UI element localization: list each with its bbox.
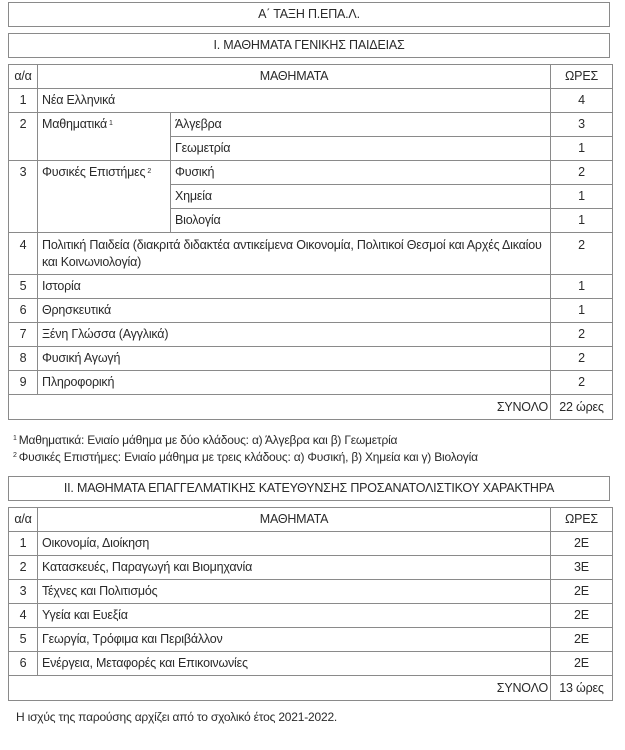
row-num: 6 [9, 652, 38, 676]
row-hours: 2 [551, 161, 613, 185]
row-num: 1 [9, 532, 38, 556]
row-num: 2 [9, 113, 38, 161]
table-row [9, 580, 613, 604]
row-num: 1 [9, 89, 38, 113]
row-hours: 3 [551, 113, 613, 137]
row-subject: Θρησκευτικά [38, 299, 551, 323]
row-num: 5 [9, 628, 38, 652]
row-hours: 2 [551, 347, 613, 371]
section1-heading: Ι. ΜΑΘΗΜΑΤΑ ΓΕΝΙΚΗΣ ΠΑΙΔΕΙΑΣ [8, 33, 610, 58]
col-header-subject: ΜΑΘΗΜΑΤΑ [38, 65, 551, 89]
footnote-marker: 2 [147, 168, 152, 175]
row-subject: Οικονομία, Διοίκηση [38, 532, 551, 556]
col-header-hours: ΩΡΕΣ [551, 508, 613, 532]
footnote-text: Φυσικές Επιστήμες: Ενιαίο μάθημα με τρεις κλάδους: α) Φυσική, β) Χημεία και γ) Βιολογία [18, 450, 478, 464]
branch-name: Φυσική [171, 161, 551, 185]
total-row [9, 395, 613, 420]
footnote-text: Μαθηματικά: Ενιαίο μάθημα με δύο κλάδους: α) Άλγεβρα και β) Γεωμετρία [18, 433, 398, 447]
col-header-num: α/α [9, 65, 38, 89]
row-subject: Ενέργεια, Μεταφορές και Επικοινωνίες [38, 652, 551, 676]
table-header [9, 508, 613, 532]
row-subject: Φυσική Αγωγή [38, 347, 551, 371]
table-row [9, 628, 613, 652]
col-header-subject: ΜΑΘΗΜΑΤΑ [38, 508, 551, 532]
table-row [9, 652, 613, 676]
table-row [9, 323, 613, 347]
footnote-marker: 1 [109, 120, 113, 127]
row-subject [38, 161, 171, 233]
row-hours: 1 [551, 185, 613, 209]
row-hours: 1 [551, 299, 613, 323]
row-hours: 2Ε [551, 628, 613, 652]
subject-label: Φυσικές Επιστήμες [42, 165, 146, 179]
total-row [9, 676, 613, 701]
subject-label: Μαθηματικά [42, 117, 108, 131]
table-row [9, 299, 613, 323]
general-education-table [8, 64, 613, 420]
row-hours: 2Ε [551, 604, 613, 628]
row-subject: Νέα Ελληνικά [38, 89, 551, 113]
row-hours: 2 [551, 323, 613, 347]
table-row [9, 275, 613, 299]
row-subject: Πληροφορική [38, 371, 551, 395]
row-num: 2 [9, 556, 38, 580]
table-row [9, 233, 613, 275]
footnote-mark: 2 [13, 452, 17, 459]
row-subject: Υγεία και Ευεξία [38, 604, 551, 628]
row-hours: 2 [551, 233, 613, 275]
row-hours: 3Ε [551, 556, 613, 580]
row-hours: 1 [551, 137, 613, 161]
row-num: 9 [9, 371, 38, 395]
row-num: 7 [9, 323, 38, 347]
branch-name: Γεωμετρία [171, 137, 551, 161]
total-value: 22 ώρες [551, 395, 613, 420]
branch-name: Άλγεβρα [171, 113, 551, 137]
table-row [9, 89, 613, 113]
row-subject [38, 113, 171, 161]
branch-name: Βιολογία [171, 209, 551, 233]
row-hours: 1 [551, 275, 613, 299]
row-num: 4 [9, 604, 38, 628]
document-title: Α΄ ΤΑΞΗ Π.ΕΠΑ.Λ. [8, 2, 610, 27]
section2-heading: ΙΙ. ΜΑΘΗΜΑΤΑ ΕΠΑΓΓΕΛΜΑΤΙΚΗΣ ΚΑΤΕΥΘΥΝΣΗΣ ΠΡΟΣΑΝΑΤΟΛΙΣΤΙΚΟΥ ΧΑΡΑΚΤΗΡΑ [8, 476, 610, 501]
row-num: 3 [9, 580, 38, 604]
row-num: 6 [9, 299, 38, 323]
vocational-table [8, 507, 613, 701]
footnote-mark: 1 [13, 435, 17, 442]
row-hours: 2Ε [551, 580, 613, 604]
row-hours: 1 [551, 209, 613, 233]
col-header-num: α/α [9, 508, 38, 532]
row-num: 3 [9, 161, 38, 233]
row-subject: Ιστορία [38, 275, 551, 299]
row-hours: 2Ε [551, 532, 613, 556]
table-row [9, 161, 613, 185]
total-label: ΣΥΝΟΛΟ [9, 676, 551, 701]
row-subject: Κατασκευές, Παραγωγή και Βιομηχανία [38, 556, 551, 580]
table-row [9, 604, 613, 628]
footnote-1 [13, 432, 397, 448]
row-subject: Τέχνες και Πολιτισμός [38, 580, 551, 604]
row-subject: Ξένη Γλώσσα (Αγγλικά) [38, 323, 551, 347]
table-row [9, 113, 613, 137]
total-value: 13 ώρες [551, 676, 613, 701]
col-header-hours: ΩΡΕΣ [551, 65, 613, 89]
row-hours: 2Ε [551, 652, 613, 676]
row-subject: Γεωργία, Τρόφιμα και Περιβάλλον [38, 628, 551, 652]
effective-date-note: Η ισχύς της παρούσης αρχίζει από το σχολικό έτος 2021-2022. [16, 710, 338, 724]
table-row [9, 532, 613, 556]
footnote-2 [13, 449, 478, 465]
row-hours: 2 [551, 371, 613, 395]
branch-name: Χημεία [171, 185, 551, 209]
row-num: 8 [9, 347, 38, 371]
row-subject: Πολιτική Παιδεία (διακριτά διδακτέα αντικείμενα Οικονομία, Πολιτικοί Θεσμοί και Αρχές Δικαίου και Κοινωνιολογία) [38, 233, 551, 275]
table-row [9, 556, 613, 580]
table-header [9, 65, 613, 89]
total-label: ΣΥΝΟΛΟ [9, 395, 551, 420]
table-row [9, 371, 613, 395]
table-row [9, 347, 613, 371]
row-num: 5 [9, 275, 38, 299]
row-hours: 4 [551, 89, 613, 113]
row-num: 4 [9, 233, 38, 275]
